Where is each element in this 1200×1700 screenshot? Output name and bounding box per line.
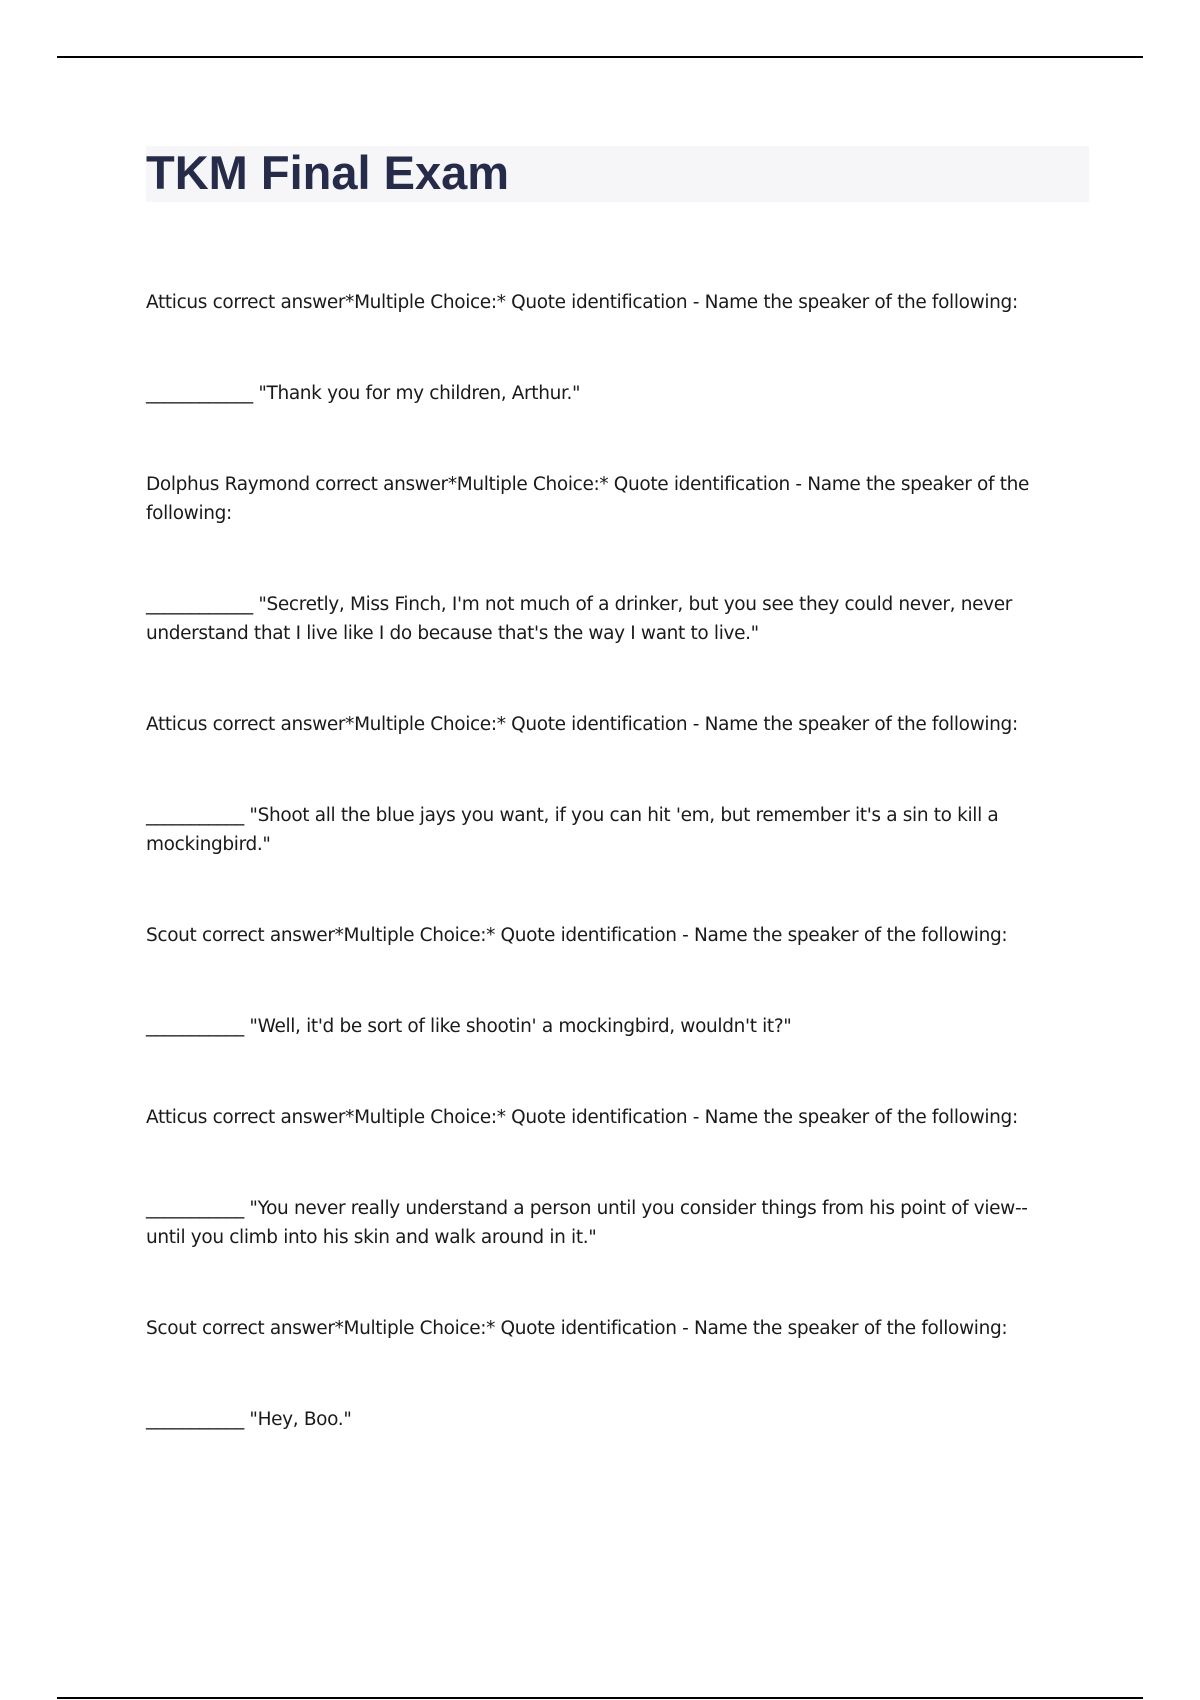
prompt-6: ___________ "Hey, Boo." (146, 1409, 352, 1430)
page-title: TKM Final Exam (146, 146, 510, 199)
question-1: Atticus correct answer*Multiple Choice:* Quote identification - Name the speaker of the following: (146, 292, 1018, 313)
top-rule (57, 56, 1143, 58)
question-4: Scout correct answer*Multiple Choice:* Quote identification - Name the speaker of the following: (146, 925, 1008, 946)
bottom-rule (57, 1697, 1143, 1699)
prompt-4: ___________ "Well, it'd be sort of like shootin' a mockingbird, wouldn't it?" (146, 1016, 792, 1037)
exam-content (146, 288, 1066, 1496)
prompt-3: ___________ "Shoot all the blue jays you want, if you can hit 'em, but remember it's a sin to kill a mockingbird." (146, 805, 999, 855)
question-5: Atticus correct answer*Multiple Choice:* Quote identification - Name the speaker of the following: (146, 1107, 1018, 1128)
prompt-2: ____________ "Secretly, Miss Finch, I'm not much of a drinker, but you see they could never, never understand that I live like I do because that's the way I want to live." (146, 594, 1013, 644)
question-3: Atticus correct answer*Multiple Choice:* Quote identification - Name the speaker of the following: (146, 714, 1018, 735)
question-6: Scout correct answer*Multiple Choice:* Quote identification - Name the speaker of the following: (146, 1318, 1008, 1339)
question-2: Dolphus Raymond correct answer*Multiple Choice:* Quote identification - Name the speaker of the following: (146, 474, 1030, 524)
prompt-1: ____________ "Thank you for my children, Arthur." (146, 383, 581, 404)
prompt-5: ___________ "You never really understand a person until you consider things from his point of view-- until you climb into his skin and walk around in it." (146, 1198, 1028, 1248)
